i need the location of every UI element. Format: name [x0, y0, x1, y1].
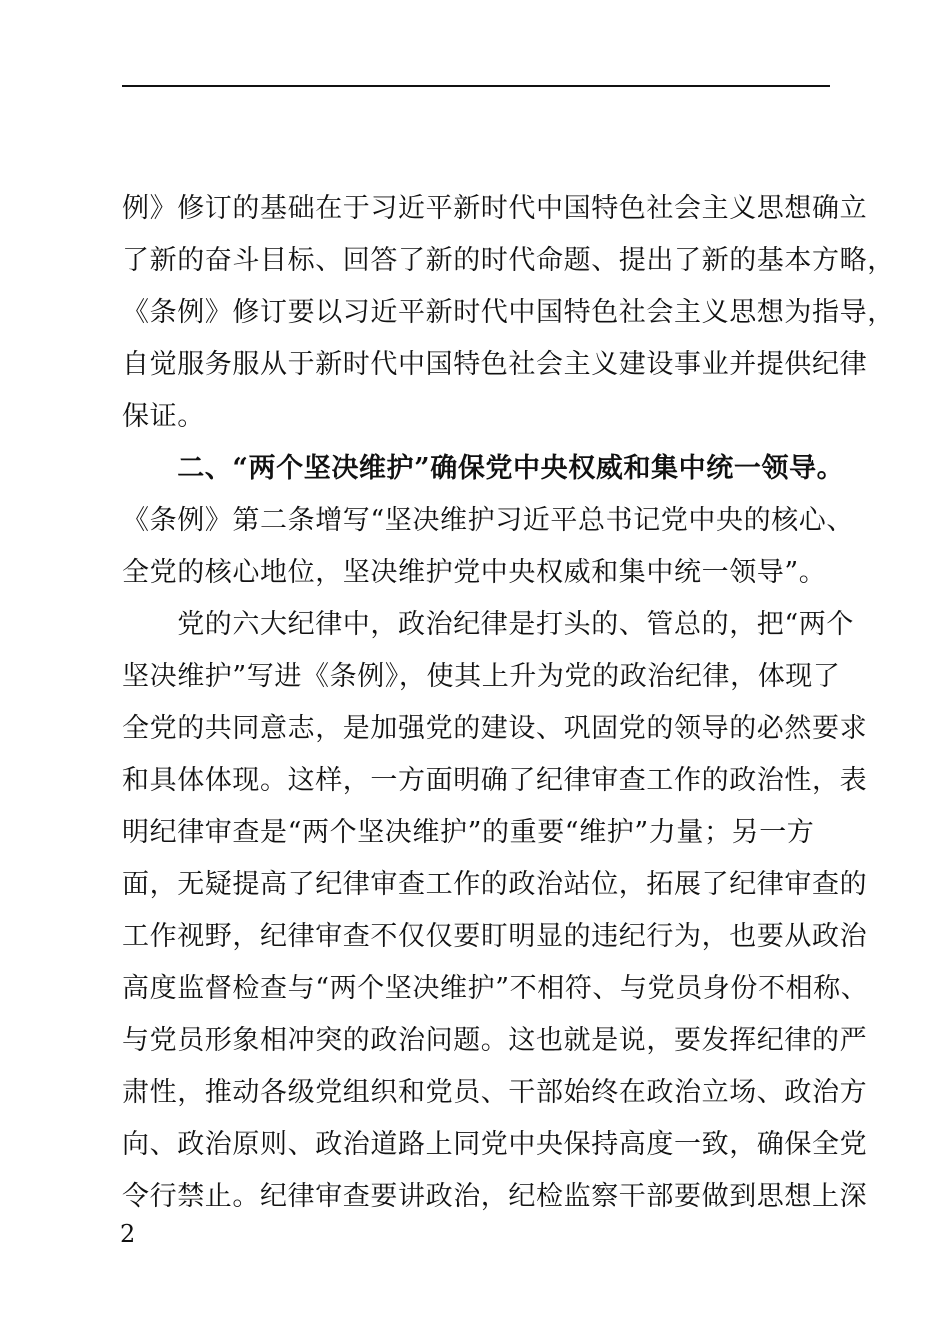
text-line: 自觉服务服从于新时代中国特色社会主义建设事业并提供纪律 — [122, 349, 868, 380]
text-line: 保证。 — [122, 401, 205, 432]
text-line: 明纪律审查是“两个坚决维护”的重要“维护”力量；另一方 — [122, 817, 815, 848]
text-line: 全党的共同意志，是加强党的建设、巩固党的领导的必然要求 — [122, 713, 868, 744]
text-line: 例》修订的基础在于习近平新时代中国特色社会主义思想确立 — [122, 193, 868, 224]
text-line: 令行禁止。纪律审查要讲政治，纪检监察干部要做到思想上深 — [122, 1181, 868, 1212]
text-line: 坚决维护”写进《条例》，使其上升为党的政治纪律，体现了 — [122, 661, 841, 692]
text-line: 与党员形象相冲突的政治问题。这也就是说，要发挥纪律的严 — [122, 1025, 868, 1056]
text-line: 《条例》第二条增写“坚决维护习近平总书记党中央的核心、 — [122, 505, 855, 536]
text-line: 党的六大纪律中，政治纪律是打头的、管总的，把“两个 — [122, 609, 855, 640]
text-line: 《条例》修订要以习近平新时代中国特色社会主义思想为指导， — [122, 297, 895, 328]
text-line: 高度监督检查与“两个坚决维护”不相符、与党员身份不相称、 — [122, 973, 869, 1004]
page-number: 2 — [120, 1220, 136, 1248]
body-text — [122, 183, 895, 1223]
text-line: 向、政治原则、政治道路上同党中央保持高度一致，确保全党 — [122, 1129, 868, 1160]
text-line: 了新的奋斗目标、回答了新的时代命题、提出了新的基本方略， — [122, 245, 895, 276]
text-line: 工作视野，纪律审查不仅仅要盯明显的违纪行为，也要从政治 — [122, 921, 868, 952]
section-heading: 二、“两个坚决维护”确保党中央权威和集中统一领导。 — [122, 453, 845, 484]
text-line: 面，无疑提高了纪律审查工作的政治站位，拓展了纪律审查的 — [122, 869, 868, 900]
text-line: 和具体体现。这样，一方面明确了纪律审查工作的政治性，表 — [122, 765, 868, 796]
text-line: 全党的核心地位，坚决维护党中央权威和集中统一领导”。 — [122, 557, 827, 588]
text-line: 肃性，推动各级党组织和党员、干部始终在政治立场、政治方 — [122, 1077, 868, 1108]
header-rule — [122, 85, 830, 87]
